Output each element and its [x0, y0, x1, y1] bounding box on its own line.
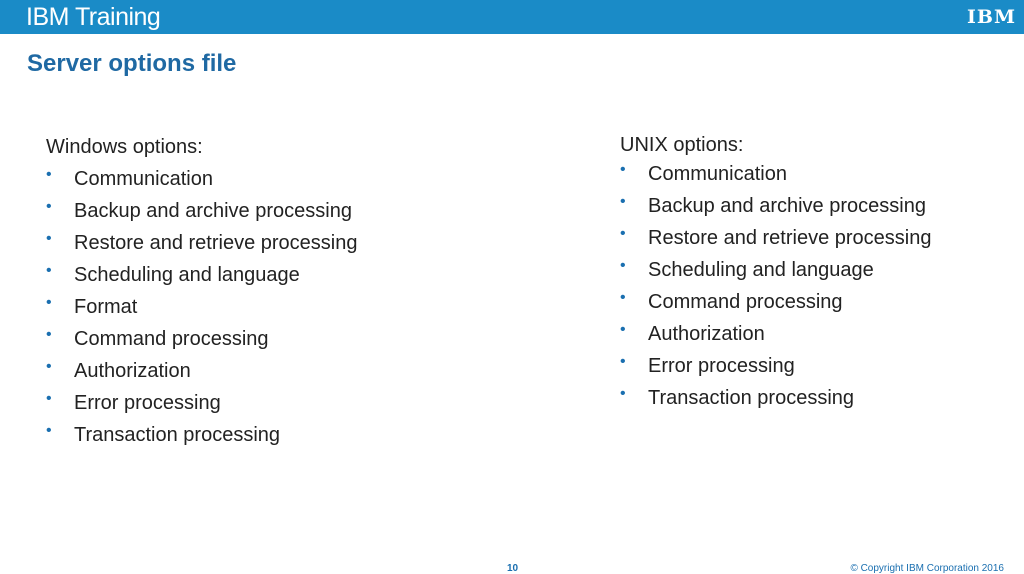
list-item — [46, 200, 357, 232]
list-item-label: Authorization — [74, 360, 191, 382]
bullet-icon: • — [46, 294, 52, 311]
windows-options-column — [46, 136, 357, 456]
list-item — [620, 227, 931, 259]
list-item-label: Format — [74, 296, 138, 318]
list-item-label: Restore and retrieve processing — [648, 227, 932, 249]
list-item — [620, 163, 931, 195]
list-item-label: Error processing — [74, 392, 221, 414]
page-number: 10 — [507, 563, 519, 574]
list-item — [620, 387, 931, 419]
list-item — [620, 259, 931, 291]
unix-options-heading: UNIX options: — [620, 134, 744, 156]
bullet-icon: • — [46, 230, 52, 247]
ibm-logo: IBM — [967, 6, 1016, 28]
bullet-icon: • — [46, 422, 52, 439]
header-bar — [0, 0, 1024, 34]
list-item — [620, 291, 931, 323]
list-item-label: Restore and retrieve processing — [74, 232, 358, 254]
bullet-icon: • — [620, 353, 626, 370]
list-item-label: Scheduling and language — [74, 264, 300, 286]
copyright: © Copyright IBM Corporation 2016 — [850, 563, 1004, 574]
bullet-icon: • — [620, 257, 626, 274]
bullet-icon: • — [46, 262, 52, 279]
list-item — [46, 392, 357, 424]
bullet-icon: • — [620, 289, 626, 306]
list-item-label: Authorization — [648, 323, 765, 345]
bullet-icon: • — [620, 321, 626, 338]
list-item — [46, 328, 357, 360]
list-item — [46, 264, 357, 296]
bullet-icon: • — [620, 161, 626, 178]
bullet-icon: • — [46, 166, 52, 183]
list-item-label: Communication — [648, 163, 787, 185]
bullet-icon: • — [620, 193, 626, 210]
unix-options-column — [620, 134, 931, 419]
bullet-icon: • — [46, 390, 52, 407]
list-item-label: Communication — [74, 168, 213, 190]
list-item — [46, 360, 357, 392]
list-item-label: Command processing — [648, 291, 843, 313]
slide-title: Server options file — [27, 50, 237, 77]
brand-title: IBM Training — [26, 3, 161, 31]
windows-options-heading: Windows options: — [46, 136, 203, 158]
list-item — [46, 296, 357, 328]
list-item — [620, 355, 931, 387]
list-item-label: Backup and archive processing — [648, 195, 926, 217]
list-item — [46, 424, 357, 456]
list-item-label: Transaction processing — [648, 387, 855, 409]
list-item-label: Backup and archive processing — [74, 200, 352, 222]
unix-options-list — [620, 163, 931, 419]
list-item-label: Error processing — [648, 355, 795, 377]
bullet-icon: • — [620, 385, 626, 402]
bullet-icon: • — [46, 198, 52, 215]
list-item — [620, 195, 931, 227]
list-item — [46, 232, 357, 264]
list-item-label: Transaction processing — [74, 424, 281, 446]
list-item — [46, 168, 357, 200]
bullet-icon: • — [620, 225, 626, 242]
list-item-label: Command processing — [74, 328, 269, 350]
list-item-label: Scheduling and language — [648, 259, 874, 281]
bullet-icon: • — [46, 358, 52, 375]
windows-options-list — [46, 168, 357, 456]
bullet-icon: • — [46, 326, 52, 343]
list-item — [620, 323, 931, 355]
